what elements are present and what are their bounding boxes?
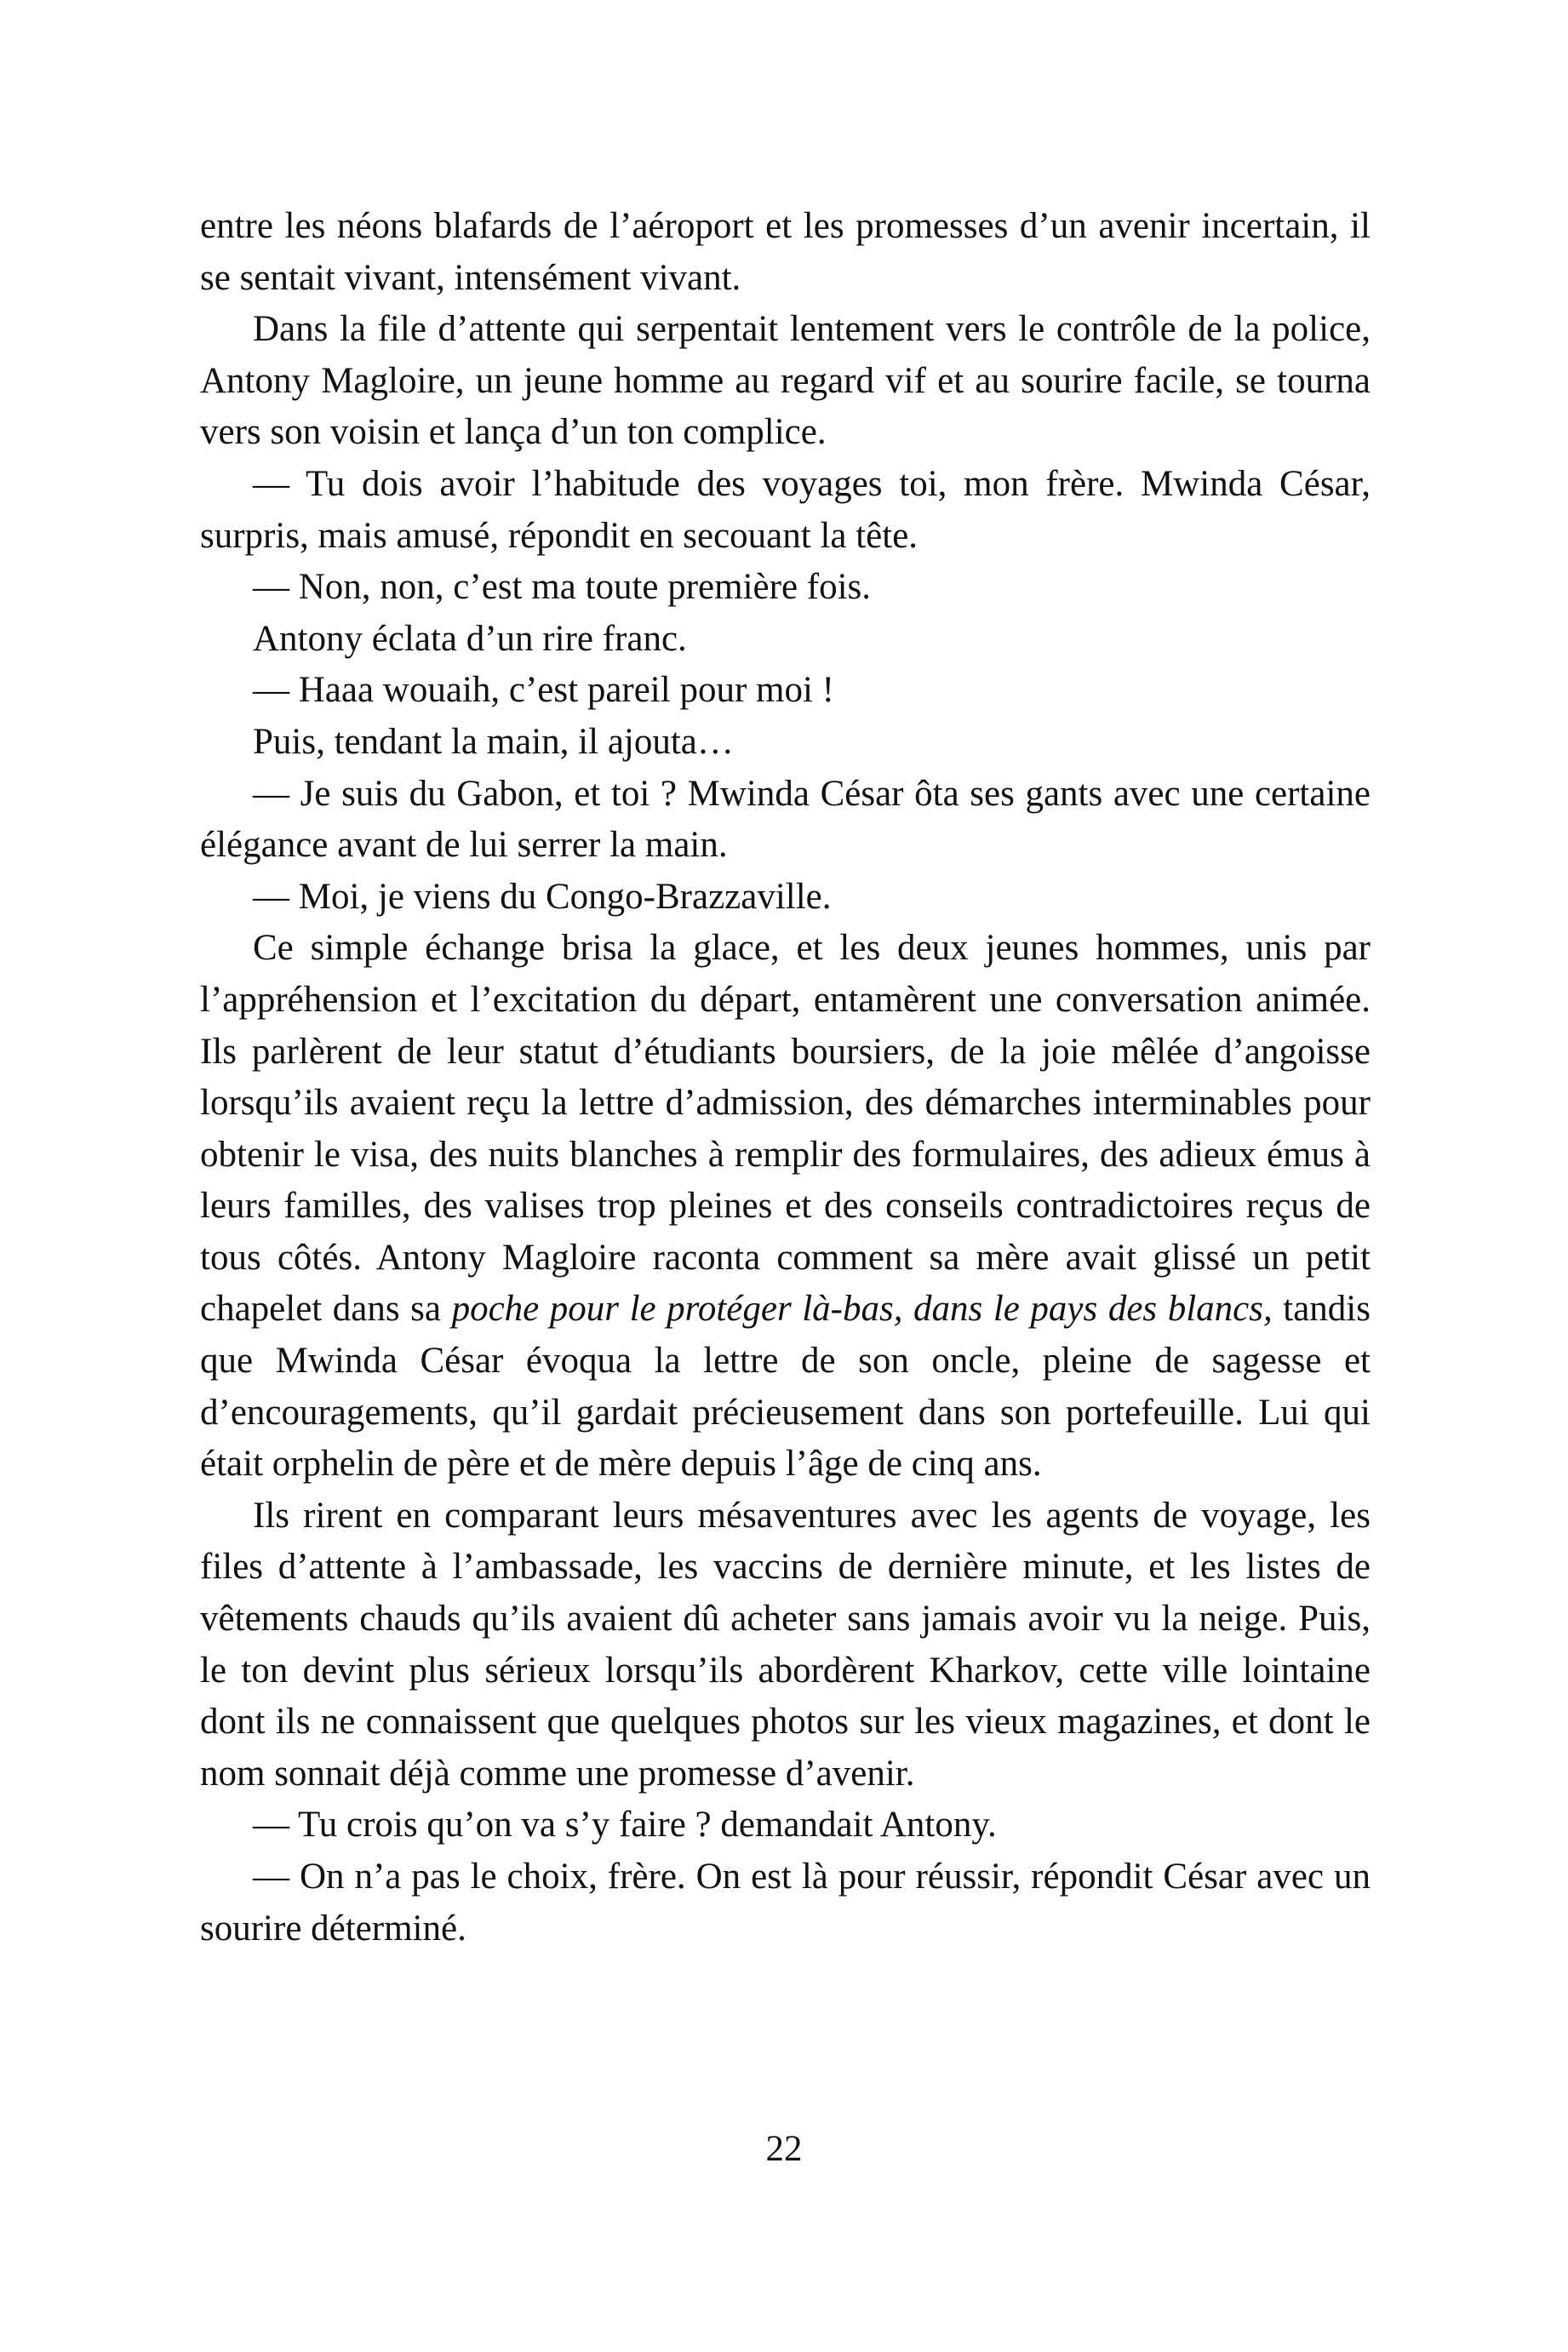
paragraph: Dans la file d’attente qui serpentait lentement vers le contrôle de la police, Antony Magloire, un jeune homme au regard vif et au sourire facile, se tourna vers son voisin et lança d’un ton complice. [200,309,1371,453]
paragraph: Ils rirent en comparant leurs mésaventures avec les agents de voyage, les files d’attente à l’ambassade, les vaccins de dernière minute, et les listes de vêtements chauds qu’ils avaient dû acheter sans jamais avoir vu la neige. Puis, le ton devint plus sérieux lorsqu’ils abordèrent Kharkov, cette ville lointaine dont ils ne connaissent que quelques photos sur les vieux magazines, et dont le nom sonnait déjà comme une promesse d’avenir. [200,1495,1371,1794]
paragraph: entre les néons blafards de l’aéroport et les promesses d’un avenir incertain, il se sentait vivant, intensément vivant. [200,206,1371,298]
dialogue-line: — Non, non, c’est ma toute première fois. [253,567,872,608]
dialogue-line: — Je suis du Gabon, et toi ? Mwinda César ôta ses gants avec une certaine élégance avant de lui serrer la main. [200,773,1371,866]
paragraph: Antony éclata d’un rire franc. [253,618,687,659]
paragraph-segment: Ce simple échange brisa la glace, et les deux jeunes hommes, unis par l’appréhension et l’excitation du départ, entamèrent une conversation animée. Ils parlèrent de leur statut d’étudiants boursiers, de la joie mêlée d’angoisse lorsqu’ils avaient reçu la lettre d’admission, des démarches interminables pour obtenir le visa, des nuits blanches à remplir des formulaires, des adieux émus à leurs familles, des valises trop pleines et des conseils contradictoires reçus de tous côtés. Antony Magloire raconta comment sa mère avait glissé un petit chapelet dans sa [200,928,1371,1330]
paragraph [200,923,1371,1491]
paragraph: Puis, tendant la main, il ajouta… [253,721,734,762]
italic-segment: poche pour le protéger là-bas, dans le pays des blancs, [451,1289,1273,1330]
dialogue-line: — Tu dois avoir l’habitude des voyages toi, mon frère. Mwinda César, surpris, mais amusé, répondit en secouant la tête. [200,463,1371,556]
dialogue-line: — Tu crois qu’on va s’y faire ? demandait Antony. [253,1805,997,1846]
page-number: 22 [765,2129,803,2169]
dialogue-line: — On n’a pas le choix, frère. On est là pour réussir, répondit César avec un sourire déterminé. [200,1857,1371,1949]
body-text [200,201,1371,1954]
dialogue-line: — Haaa wouaih, c’est pareil pour moi ! [253,670,834,711]
paragraph-segment: tandis que Mwinda César évoqua la lettre de son oncle, pleine de sagesse et d’encouragements, qu’il gardait précieusement dans son portefeuille. Lui qui était orphelin de père et de mère depuis l’âge de cinq ans. [200,1289,1371,1485]
dialogue-line: — Moi, je viens du Congo-Brazzaville. [253,876,832,917]
